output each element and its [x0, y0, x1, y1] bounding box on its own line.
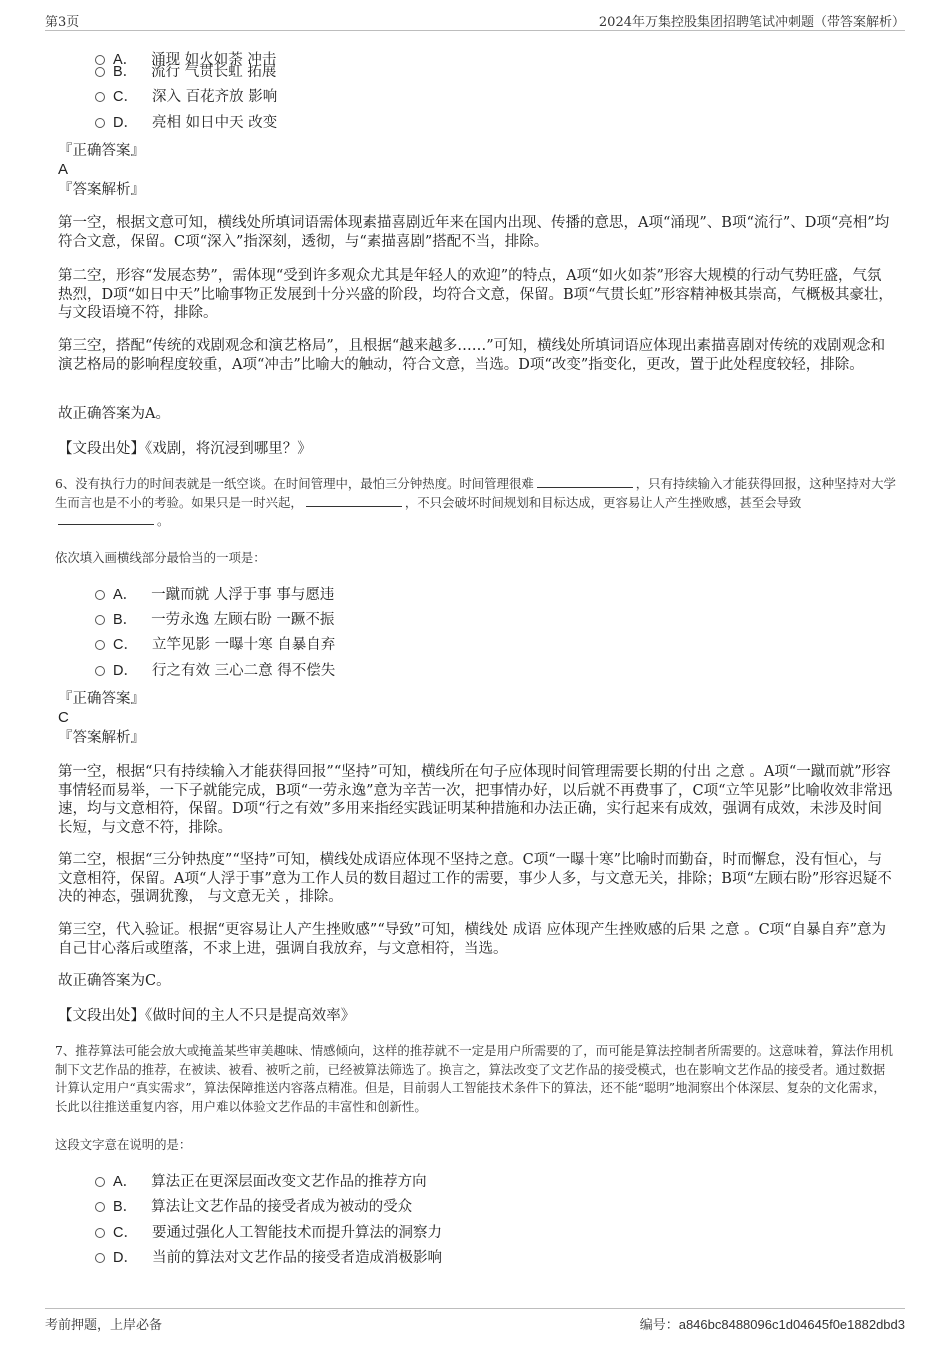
blank-1[interactable] — [537, 477, 633, 488]
page-number: 第3页 — [45, 15, 80, 30]
q6-option-a[interactable]: A． 一蹴而就 人浮于事 事与愿违 — [95, 586, 334, 604]
radio-icon[interactable] — [95, 118, 105, 128]
q5-option-a[interactable]: A． 涌现 如火如荼 冲击 — [95, 51, 276, 69]
q6-analysis-1: 第一空，根据“只有持续输入才能获得回报”“坚持”可知，横线所在句子应体现时间管理需要长期的付出 之意 。A项“一蹴而就”形容事情轻而易举，一下子就能完成，B项“一劳永逸”意为辛苦一次，把事情办好，以后就不再费事了，C项“立竿见影”比喻收效非常迅速，均与文意相符，保留。D项“行之有效”多用来指经实践证明某种措施和办法正确，实行起来有成效，强调有成效，未涉及时间长短，与文意不符，排除。 — [58, 764, 893, 836]
q6-option-b[interactable]: B． 一劳永逸 左顾右盼 一蹶不振 — [95, 611, 334, 629]
page-footer — [45, 1308, 905, 1333]
q6-analysis-3: 第三空，代入验证。根据“更容易让人产生挫败感”“导致”可知，横线处 成语 应体现产生挫败感的后果 之意 。C项“自暴自弃”意为自己甘心落后或堕落，不求上进，强调自我放弃，与文意相符，当选。 — [58, 922, 887, 957]
q5-option-b[interactable]: B． 流行 气贯长虹 拓展 — [95, 63, 276, 81]
q6-option-d[interactable]: D． 行之有效 三心二意 得不偿失 — [95, 662, 335, 680]
q7-option-b[interactable]: B． 算法让文艺作品的接受者成为被动的受众 — [95, 1198, 412, 1216]
q6-answer: C — [58, 709, 69, 726]
radio-icon[interactable] — [95, 1253, 105, 1263]
q7-option-c[interactable]: C． 要通过强化人工智能技术而提升算法的洞察力 — [95, 1224, 442, 1242]
q6-source: 【文段出处】《做时间的主人不只是提高效率》 — [58, 1008, 356, 1024]
q5-option-d[interactable]: D． 亮相 如日中天 改变 — [95, 114, 277, 132]
footer-slogan: 考前押题，上岸必备 — [45, 1318, 163, 1333]
document-title: 2024年万集控股集团招聘笔试冲刺题（带答案解析） — [598, 15, 905, 30]
q7-option-a[interactable]: A． 算法正在更深层面改变文艺作品的推荐方向 — [95, 1173, 427, 1191]
q5-analysis-conclusion: 故正确答案为A。 — [58, 406, 170, 422]
q5-answer: A — [58, 161, 69, 178]
q6-answer-label: 『正确答案』 — [58, 691, 145, 707]
q7-stem: 7、推荐算法可能会放大或掩盖某些审美趣味、情感倾向，这样的推荐就不一定是用户所需要的了，而可能是算法控制者所需要的。这意味着，算法作用机制下文艺作品的推荐，在被读、被看、被听之前，已经被算法筛选了。换言之，算法改变了文艺作品的接受模式，也在影响文艺作品的接受者。通过数据计算认定用户“真实需求”，算法保障推送内容落点精准。但是，目前弱人工智能技术条件下的算法，还不能“聪明”地洞察出个体深层、复杂的文化需求，长此以往推送重复内容，用户难以体验文艺作品的丰富性和创新性。 — [55, 1043, 894, 1114]
document-code: 编号：a846bc8488096c1d04645f0e1882dbd3 — [639, 1317, 905, 1333]
blank-3[interactable] — [58, 514, 154, 525]
q6-stem: 6、没有执行力的时间表就是一纸空谈。在时间管理中，最怕三分钟热度。时间管理很难 ，只有持续输入才能获得回报，这种坚持对大学生而言也是不小的考验。如果只是一时兴起， ，不只会破坏时间规划和目标达成，更容易让人产生挫败感，甚至会导致。 — [55, 476, 896, 528]
q5-analysis-3: 第三空，搭配“传统的戏剧观念和演艺格局”，且根据“越来越多……”可知，横线处所填词语应体现出素描喜剧对传统的戏剧观念和演艺格局的影响程度较重，A项“冲击”比喻大的触动，符合文意，当选。D项“改变”指变化，更改，置于此处程度较轻，排除。 — [58, 338, 886, 373]
radio-icon[interactable] — [95, 666, 105, 676]
radio-icon[interactable] — [95, 1177, 105, 1187]
radio-icon[interactable] — [95, 92, 105, 102]
q5-option-c[interactable]: C． 深入 百花齐放 影响 — [95, 88, 277, 106]
radio-icon[interactable] — [95, 1202, 105, 1212]
blank-2[interactable] — [306, 496, 402, 507]
q6-option-c[interactable]: C． 立竿见影 一曝十寒 自暴自弃 — [95, 636, 335, 654]
radio-icon[interactable] — [95, 640, 105, 650]
q5-answer-label: 『正确答案』 — [58, 143, 145, 159]
q5-analysis-1: 第一空，根据文意可知，横线处所填词语需体现素描喜剧近年来在国内出现、传播的意思，A项“涌现”、B项“流行”、D项“亮相”均符合文意，保留。C项“深入”指深刻，透彻，与“素描喜剧”搭配不当，排除。 — [58, 215, 890, 250]
radio-icon[interactable] — [95, 615, 105, 625]
q6-prompt: 依次填入画横线部分最恰当的一项是： — [55, 550, 266, 565]
radio-icon[interactable] — [95, 1228, 105, 1238]
page-header — [45, 8, 905, 31]
q5-analysis-label: 『答案解析』 — [58, 182, 145, 198]
radio-icon[interactable] — [95, 590, 105, 600]
q7-option-d[interactable]: D． 当前的算法对文艺作品的接受者造成消极影响 — [95, 1249, 442, 1267]
q5-source: 【文段出处】《戏剧，将沉浸到哪里？》 — [58, 441, 312, 457]
radio-icon[interactable] — [95, 67, 105, 77]
q7-prompt: 这段文字意在说明的是： — [55, 1137, 192, 1152]
q6-analysis-2: 第二空，根据“三分钟热度”“坚持”可知，横线处成语应体现不坚持之意。C项“一曝十寒”比喻时而勤奋，时而懈怠，没有恒心，与文意相符，保留。A项“人浮于事”意为工作人员的数目超过工作的需要，事少人多，与文意无关，排除；B项“左顾右盼”形容迟疑不决的神态，强调犹豫， 与文意无关 ，排除。 — [58, 852, 892, 905]
q6-analysis-conclusion: 故正确答案为C。 — [58, 973, 171, 989]
q6-analysis-label: 『答案解析』 — [58, 730, 145, 746]
q5-analysis-2: 第二空，形容“发展态势”，需体现“受到许多观众尤其是年轻人的欢迎”的特点，A项“如火如荼”形容大规模的行动气势旺盛，气氛热烈，D项“如日中天”比喻事物正发展到十分兴盛的阶段，均符合文意，保留。B项“气贯长虹”形容精神极其崇高，气概极其豪壮，与文段语境不符，排除。 — [58, 268, 893, 321]
